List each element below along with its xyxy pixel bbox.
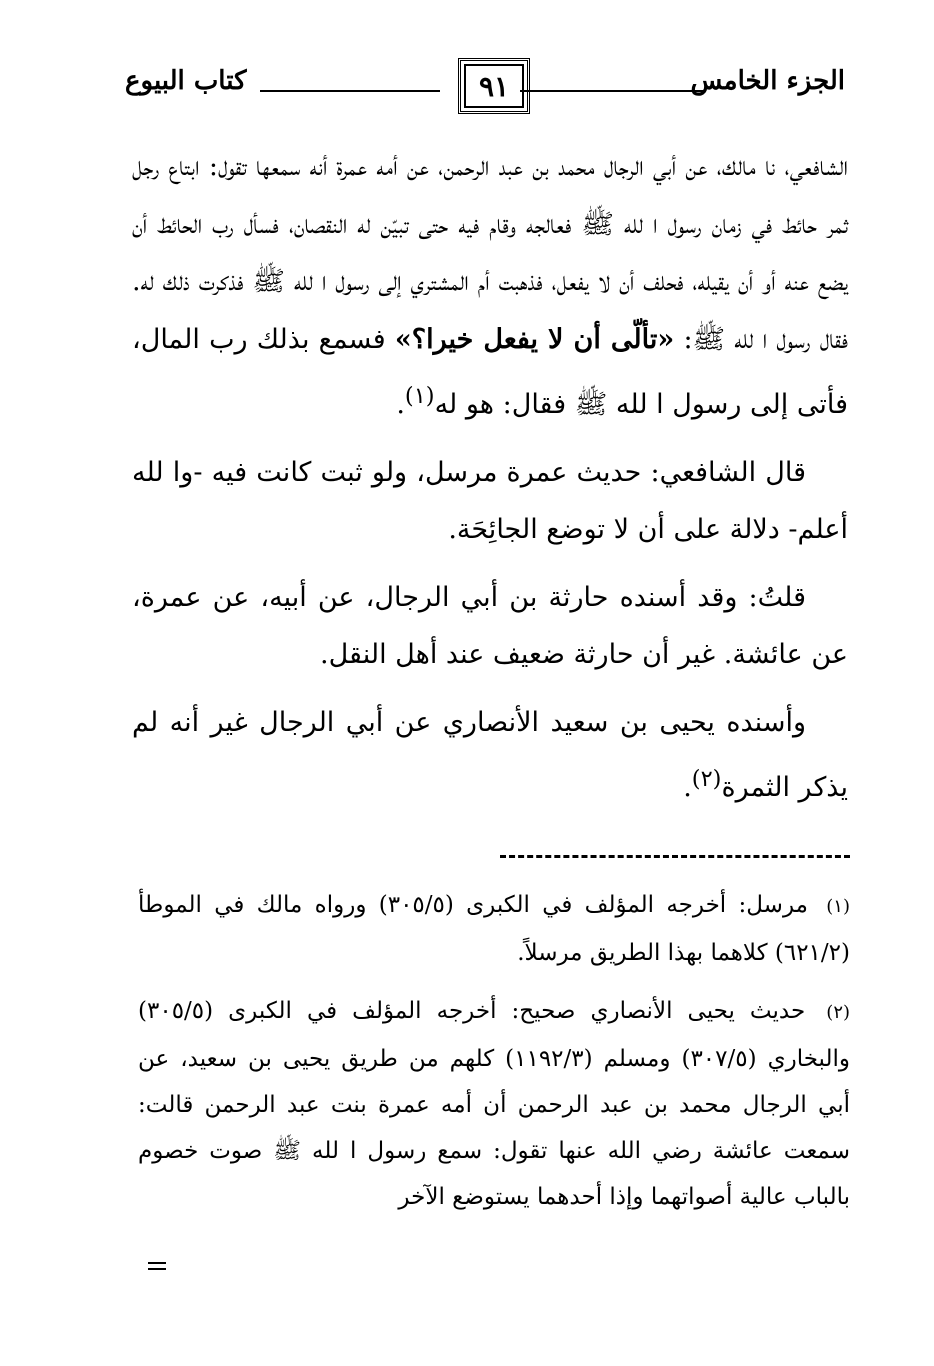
continuation-mark: [148, 1262, 166, 1270]
footnote-ref-2: (٢): [691, 766, 722, 792]
footnote-1-mark: (١): [826, 896, 850, 917]
paragraph-hadith: الشافعي، نا مالك، عن أبي الرجال محمد بن عبد الرحمن، عن أمه عمرة أنه سمعها تقول: ابتاع رجل ثمر حائط في زمان رسول ا لله ﷺ فعالجه وقام فيه حتى تبيّن له النقصان، فسأل رب الحائط أن يضع عنه أو أن يقيله، فحلف أن لا يفعل، فذهبت أم المشتري إلى رسول ا لله ﷺ فذكرت ذلك له. فقال رسول ا لله ﷺ: «تألّى أن لا يفعل خيرا؟» فسمع بذلك رب المال، فأتى إلى رسول ا لله ﷺ فقال: هو له$^{(١)}$.: [132, 151, 849, 420]
footnote-separator: [500, 855, 850, 858]
paragraph-shafii: قال الشافعي: حديث عمرة مرسل، ولو ثبت كانت فيه -وا لله أعلم- دلالة على أن لا توضع الجائِحَة.: [132, 456, 848, 545]
paragraph-hadith-text: الشافعي، نا مالك، عن أبي الرجال محمد بن عبد الرحمن، عن أمه عمرة أنه سمعها تقول: ابتاع رجل ثمر حائط في زمان رسول ا لله ﷺ فعالجه وقام فيه حتى تبيّن له النقصان، فسأل رب الحائط أن يضع عنه أو أن يقيله، فحلف أن لا يفعل، فذهبت أم المشتري إلى رسول ا لله ﷺ فذكرت ذلك له. فقال رسول ا لله ﷺ:: [132, 151, 849, 355]
page-number-box: [458, 58, 530, 114]
hadith-quote: «تألّى أن لا يفعل خيرا؟»: [394, 323, 675, 355]
footnotes: [138, 882, 850, 1232]
footnote-2: [138, 988, 850, 1220]
header-rule-right: [520, 90, 705, 92]
footnote-1-text: مرسل: أخرجه المؤلف في الكبرى (٣٠٥/٥) ورواه مالك في الموطأ (٦٢١/٢) كلاهما بهذا الطريق مرسلاً.: [138, 892, 850, 966]
paragraph-qultu: قلتُ: وقد أسنده حارثة بن أبي الرجال، عن أبيه، عن عمرة، عن عائشة. غير أن حارثة ضعيف عند أهل النقل.: [132, 581, 848, 670]
page-number: ٩١: [478, 69, 510, 103]
footnote-2-text: حديث يحيى الأنصاري صحيح: أخرجه المؤلف في الكبرى (٣٠٥/٥) والبخاري (٣٠٧/٥) ومسلم (١١٩٢/٣) كلهم من طريق يحيى بن سعيد، عن أبي الرجال محمد بن عبد الرحمن أن أمه عمرة بنت عبد الرحمن قالت: سمعت عائشة رضي الله عنها تقول: سمع رسول ا لله ﷺ صوت خصوم بالباب عالية أصواتهما وإذا أحدهما يستوضع الآخر: [138, 998, 850, 1210]
paragraph-yahya: وأسنده يحيى بن سعيد الأنصاري عن أبي الرجال غير أنه لم يذكر الثمرة$^{(٢)}$.: [132, 706, 848, 803]
paragraph-yahya-text: وأسنده يحيى بن سعيد الأنصاري عن أبي الرجال غير أنه لم يذكر الثمرة: [132, 706, 848, 803]
book-title: كتاب البيوع: [125, 66, 247, 96]
page-header: [125, 58, 845, 114]
footnote-1: [138, 882, 850, 976]
volume-title: الجزء الخامس: [690, 66, 845, 96]
footnote-ref-1: (١): [404, 383, 435, 409]
footnote-2-mark: (٢): [826, 1002, 851, 1023]
header-rule-left: [260, 90, 440, 92]
main-text: [132, 138, 848, 827]
paragraph-hadith-end: فسمع بذلك رب المال، فأتى إلى رسول ا لله ﷺ فقال: هو له: [132, 323, 848, 420]
